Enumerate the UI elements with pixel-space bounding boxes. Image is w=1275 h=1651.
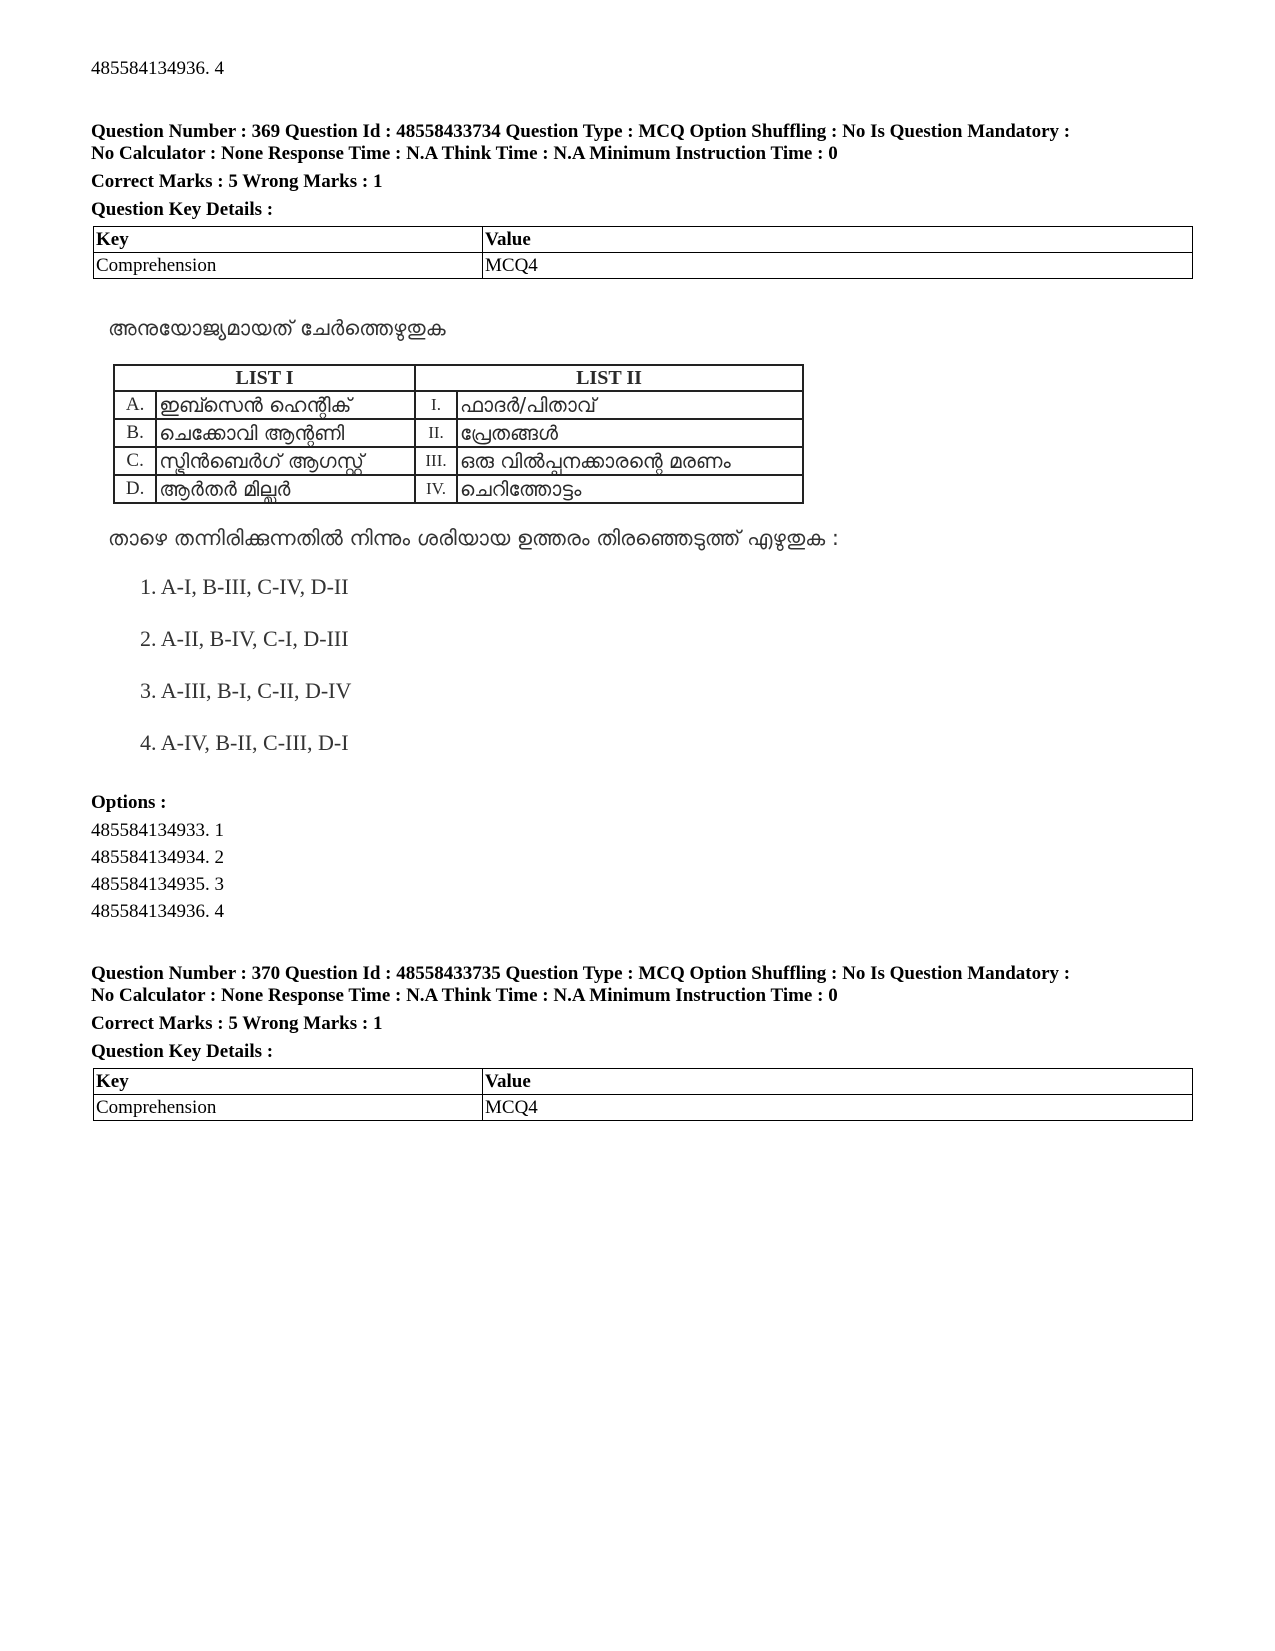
list-2-item: ഒരു വിൽപ്പനക്കാരന്റെ മരണം bbox=[457, 447, 803, 475]
row-letter: D. bbox=[114, 475, 156, 503]
match-row bbox=[114, 419, 803, 447]
key-details-table bbox=[93, 226, 1193, 279]
key-details-table bbox=[93, 1068, 1193, 1121]
answer-choice: 2. A-II, B-IV, C-I, D-III bbox=[140, 626, 349, 651]
list-1-item: സ്ട്രിൻബെർഗ് ആഗസ്റ്റ് bbox=[156, 447, 415, 475]
answer-choice: 1. A-I, B-III, C-IV, D-II bbox=[140, 574, 349, 599]
match-list-table bbox=[113, 364, 804, 504]
option-line: 485584134933. 1 bbox=[91, 820, 224, 841]
value-cell: MCQ4 bbox=[483, 1095, 1193, 1121]
question-header-line2: No Calculator : None Response Time : N.A Think Time : N.A Minimum Instruction Time : 0 bbox=[91, 985, 838, 1006]
prompt-text: താഴെ തന്നിരിക്കുന്നതിൽ നിന്നും ശരിയായ ഉത്തരം തിരഞ്ഞെടുത്ത് എഴുതുക : bbox=[108, 526, 839, 550]
list-2-item: പ്രേതങ്ങൾ bbox=[457, 419, 803, 447]
marks-line: Correct Marks : 5 Wrong Marks : 1 bbox=[91, 171, 383, 192]
key-header-cell: Key bbox=[94, 227, 483, 253]
row-letter: A. bbox=[114, 391, 156, 419]
question-header-line1: Question Number : 369 Question Id : 48558433734 Question Type : MCQ Option Shuffling : No Is Question Mandatory : bbox=[91, 121, 1071, 142]
list-2-item: ഫാദർ/പിതാവ് bbox=[457, 391, 803, 419]
match-table-header-row bbox=[114, 365, 803, 391]
list-1-item: ചെക്കോവി ആന്റണി bbox=[156, 419, 415, 447]
list-1-item: ഇബ്സെൻ ഹെന്റിക് bbox=[156, 391, 415, 419]
match-row bbox=[114, 447, 803, 475]
match-row bbox=[114, 391, 803, 419]
option-line: 485584134936. 4 bbox=[91, 901, 224, 922]
key-table-header-row bbox=[94, 1069, 1193, 1095]
key-table-header-row bbox=[94, 227, 1193, 253]
row-letter: C. bbox=[114, 447, 156, 475]
question-header-line1: Question Number : 370 Question Id : 48558433735 Question Type : MCQ Option Shuffling : No Is Question Mandatory : bbox=[91, 963, 1071, 984]
row-roman: I. bbox=[415, 391, 457, 419]
value-cell: MCQ4 bbox=[483, 253, 1193, 279]
row-roman: II. bbox=[415, 419, 457, 447]
match-row bbox=[114, 475, 803, 503]
answer-choice: 4. A-IV, B-II, C-III, D-I bbox=[140, 730, 349, 755]
key-header-cell: Key bbox=[94, 1069, 483, 1095]
key-details-label: Question Key Details : bbox=[91, 199, 274, 220]
key-table-row bbox=[94, 253, 1193, 279]
key-details-label: Question Key Details : bbox=[91, 1041, 274, 1062]
key-table-row bbox=[94, 1095, 1193, 1121]
key-cell: Comprehension bbox=[94, 1095, 483, 1121]
value-header-cell: Value bbox=[483, 227, 1193, 253]
row-roman: IV. bbox=[415, 475, 457, 503]
options-label: Options : bbox=[91, 792, 167, 813]
question-image bbox=[108, 316, 948, 776]
key-cell: Comprehension bbox=[94, 253, 483, 279]
option-line: 485584134935. 3 bbox=[91, 874, 224, 895]
list-1-header: LIST I bbox=[114, 365, 415, 391]
previous-option-line: 485584134936. 4 bbox=[91, 58, 224, 79]
question-header-line2: No Calculator : None Response Time : N.A Think Time : N.A Minimum Instruction Time : 0 bbox=[91, 143, 838, 164]
option-line: 485584134934. 2 bbox=[91, 847, 224, 868]
list-2-item: ചെറിത്തോട്ടം bbox=[457, 475, 803, 503]
row-roman: III. bbox=[415, 447, 457, 475]
answer-choice: 3. A-III, B-I, C-II, D-IV bbox=[140, 678, 352, 703]
list-2-header: LIST II bbox=[415, 365, 803, 391]
list-1-item: ആർതർ മില്ലർ bbox=[156, 475, 415, 503]
row-letter: B. bbox=[114, 419, 156, 447]
instruction-text: അനുയോജ്യമായത് ചേർത്തെഴുതുക bbox=[108, 316, 446, 340]
marks-line: Correct Marks : 5 Wrong Marks : 1 bbox=[91, 1013, 383, 1034]
value-header-cell: Value bbox=[483, 1069, 1193, 1095]
